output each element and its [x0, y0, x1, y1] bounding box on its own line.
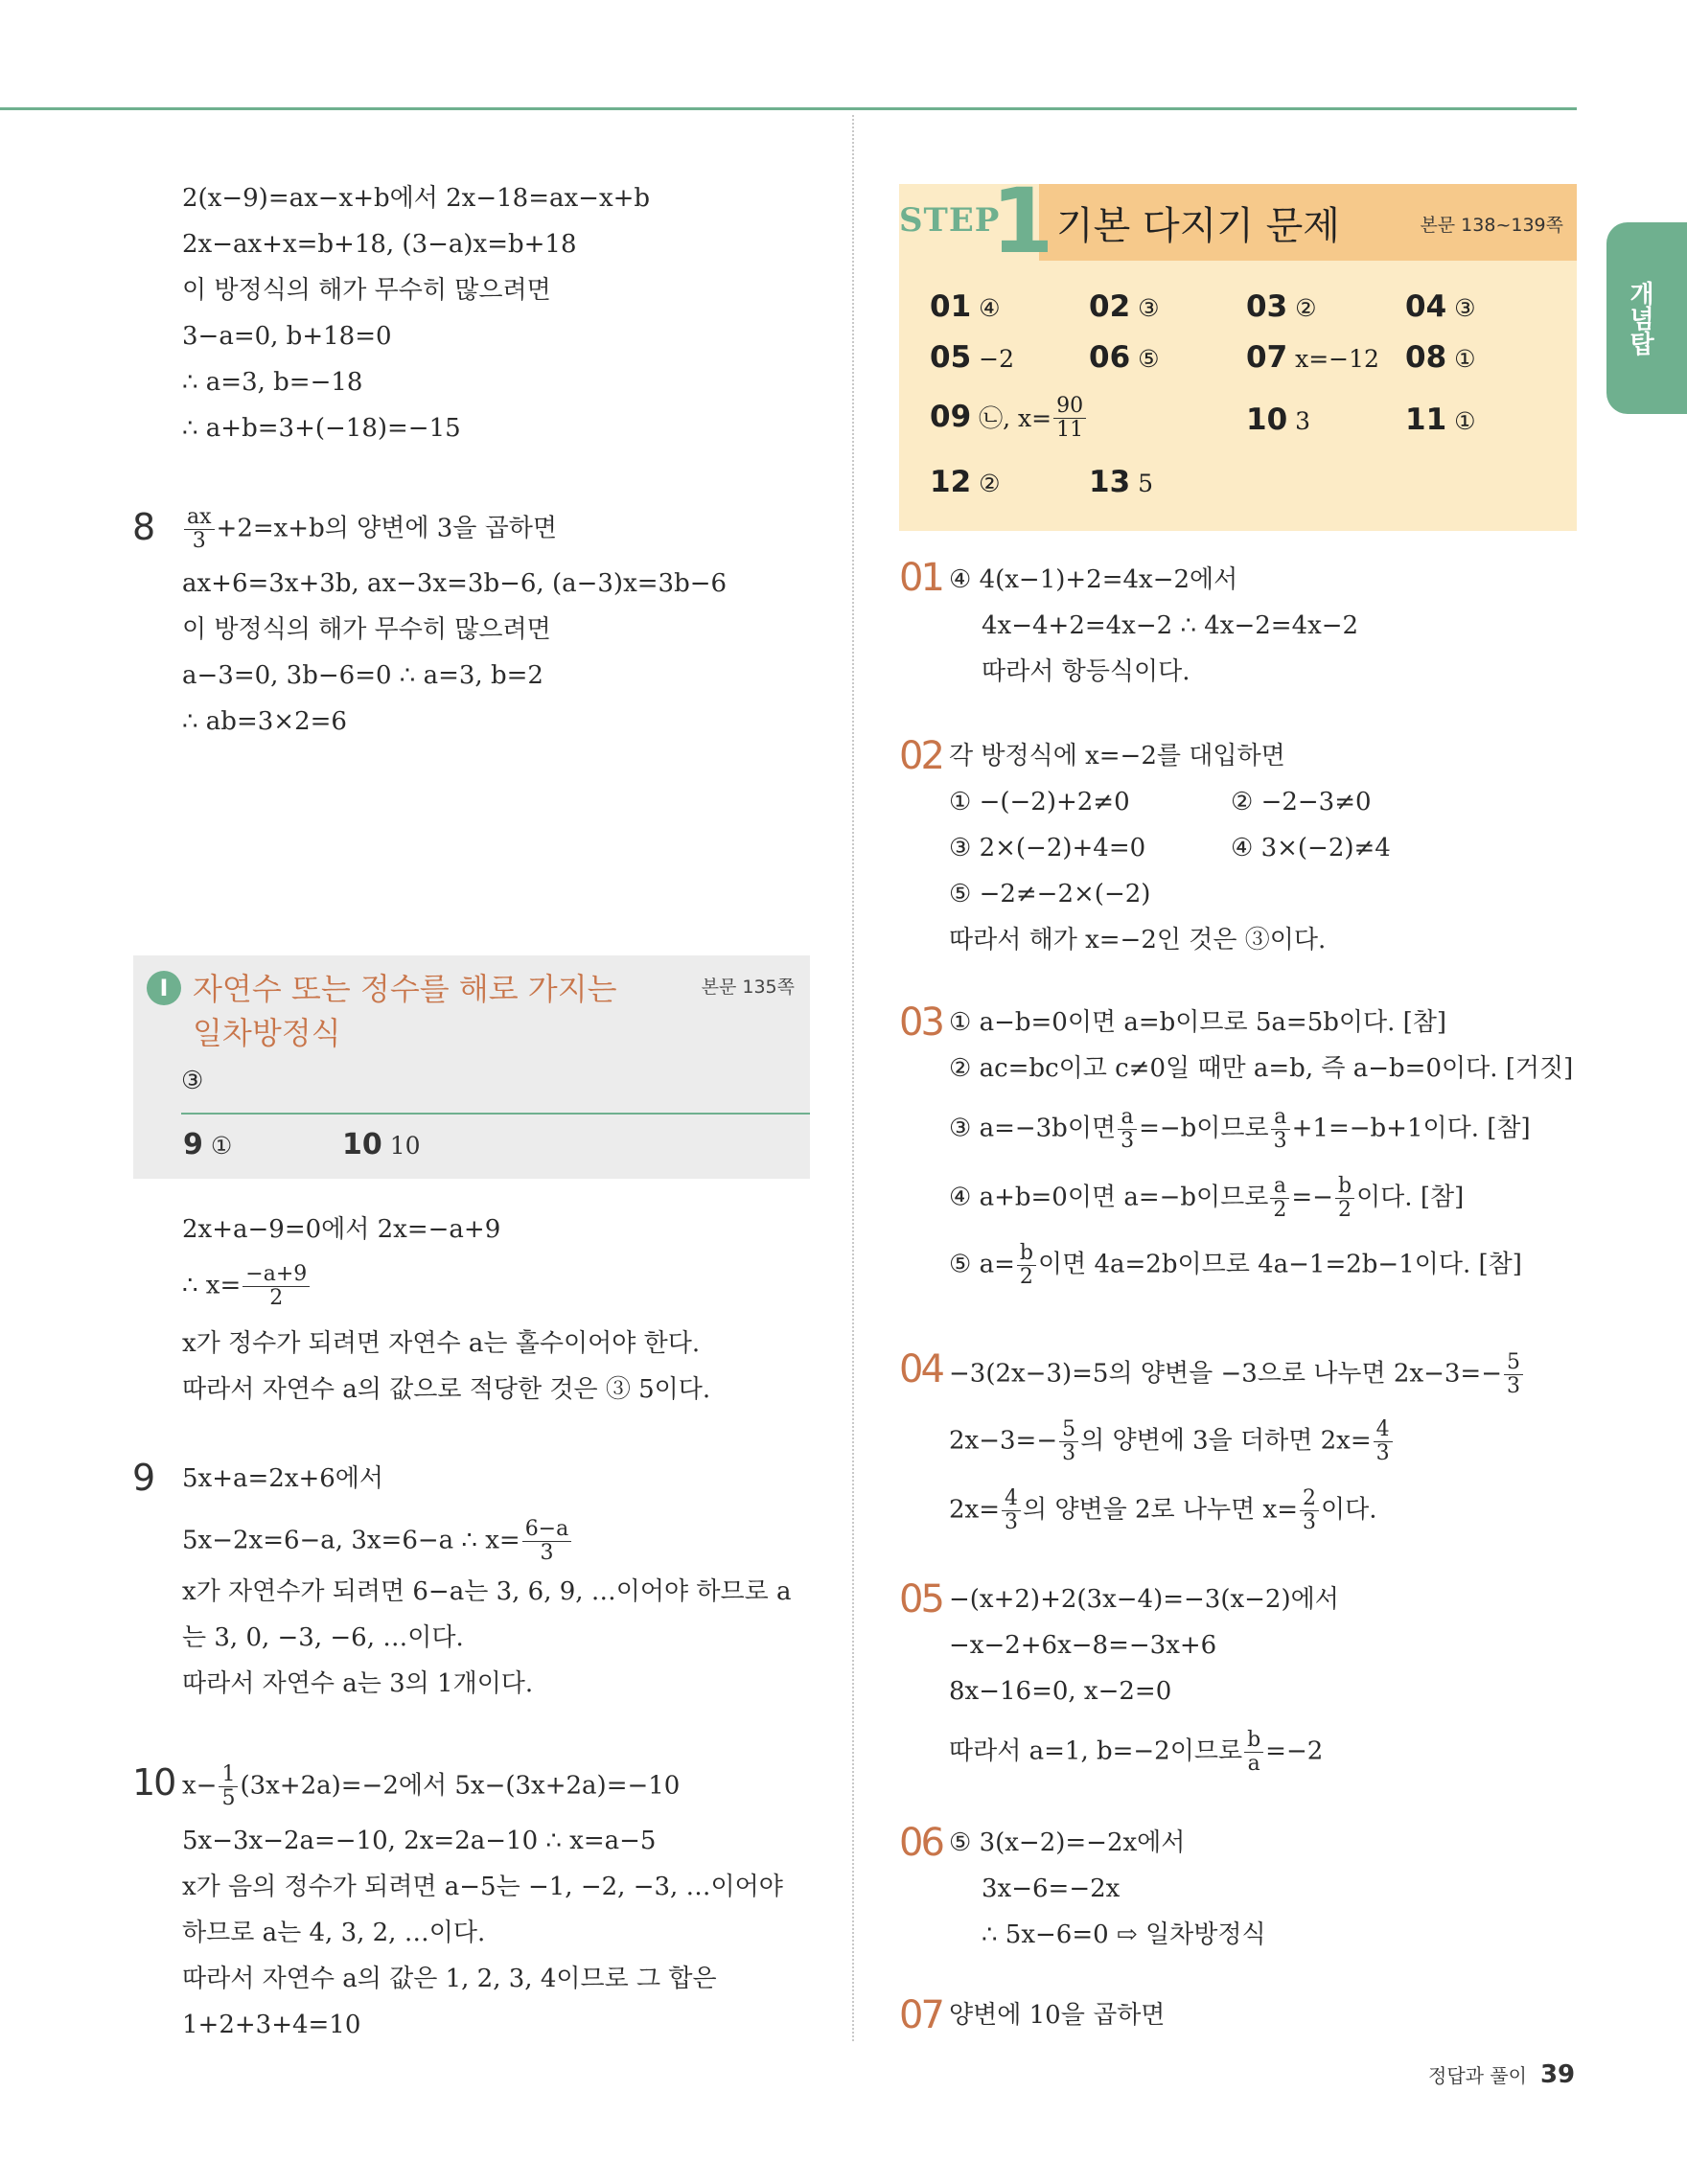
step-number: 1 — [991, 170, 1054, 274]
page-footer — [1428, 2060, 1575, 2089]
q10-line: x− $\frac{1}{5}$ (3x+2a)=−2에서 5x−(3x+2a)=−10 — [182, 1762, 681, 1810]
answer-item: 09 ㉡, x= $\frac{90}{11}$ — [930, 395, 1088, 442]
s06-line: ⑤ 3(x−2)=−2x에서 — [949, 1828, 1186, 1857]
answer-item: 08 ① — [1405, 340, 1476, 375]
q10-line: 1+2+3+4=10 — [182, 2011, 361, 2039]
concept-page-ref: 본문 135쪽 — [701, 977, 795, 998]
footer-label: 정답과 풀이 — [1428, 2064, 1527, 2087]
answer-item: 01 ④ — [930, 289, 1001, 324]
q10-line: 하므로 a는 4, 3, 2, …이다. — [182, 1919, 486, 1947]
q8-line: a−3=0, 3b−6=0 ∴ a=3, b=2 — [182, 661, 543, 690]
answer-item: 12 ② — [930, 465, 1001, 499]
q9-line: 는 3, 0, −3, −6, …이다. — [182, 1623, 464, 1652]
s02-choice: ② −2−3≠0 — [1231, 788, 1372, 816]
b7-line: ∴ a+b=3+(−18)=−15 — [182, 414, 461, 443]
s02-line: 따라서 해가 x=−2인 것은 ③이다. — [949, 926, 1327, 954]
s06-line: 3x−6=−2x — [982, 1874, 1121, 1903]
b7-line: 2x−ax+x=b+18, (3−a)x=b+18 — [182, 230, 577, 259]
q10-line: 5x−3x−2a=−10, 2x=2a−10 ∴ x=a−5 — [182, 1827, 657, 1855]
step-page-ref: 본문 138~139쪽 — [1420, 215, 1563, 236]
answer-item: 06 ⑤ — [1089, 340, 1160, 375]
solution-number: 03 — [899, 1000, 942, 1045]
answer-item: 11 ① — [1405, 402, 1476, 437]
solution-number: 02 — [899, 734, 942, 778]
q9-line: x가 자연수가 되려면 6−a는 3, 6, 9, …이어야 하므로 a — [182, 1577, 792, 1606]
b7-line: ∴ a=3, b=−18 — [182, 368, 363, 397]
question-number: 10 — [132, 1761, 175, 1804]
b7-line: 이 방정식의 해가 무수히 많으려면 — [182, 276, 551, 305]
answer-item: 10 3 — [1246, 402, 1311, 437]
question-number: 8 — [132, 506, 154, 548]
fraction: $\frac{ax}{3}$ — [184, 506, 215, 553]
column-divider — [852, 115, 854, 2041]
s01-line: 따라서 항등식이다. — [982, 657, 1190, 686]
answer-item: 07 x=−12 — [1246, 340, 1379, 375]
side-tab[interactable]: 개념탑 — [1606, 222, 1687, 414]
s05-line: 따라서 a=1, b=−2이므로 $\frac{b}{a}$ =−2 — [949, 1728, 1324, 1776]
concept-answer-10: 10 10 — [342, 1128, 421, 1161]
q9-line: 5x+a=2x+6에서 — [182, 1464, 384, 1493]
s01-line: 4x−4+2=4x−2 ∴ 4x−2=4x−2 — [982, 611, 1359, 640]
question-number: 9 — [132, 1457, 154, 1499]
s03-line: ① a−b=0이면 a=b이므로 5a=5b이다. [참] — [949, 1008, 1447, 1037]
s03-line: ③ a=−3b이면 $\frac{a}{3}$ =−b이므로 $\frac{a}{3}$ +1=−b+1이다. [참] — [949, 1105, 1531, 1153]
concept-title: 자연수 또는 정수를 해로 가지는 일차방정식 — [193, 971, 617, 1051]
s05-line: −x−2+6x−8=−3x+6 — [949, 1631, 1217, 1660]
step-title: 기본 다지기 문제 — [1056, 204, 1340, 248]
concept-answer: ③ — [181, 1067, 204, 1095]
s02-choice: ③ 2×(−2)+4=0 — [949, 834, 1146, 862]
s05-line: 8x−16=0, x−2=0 — [949, 1677, 1172, 1706]
step-label: STEP — [899, 201, 1001, 240]
answer-item: 03 ② — [1246, 289, 1317, 324]
s06-line: ∴ 5x−6=0 ⇨ 일차방정식 — [982, 1920, 1266, 1949]
answer-item: 13 5 — [1089, 465, 1154, 499]
page-number: 39 — [1539, 2060, 1576, 2089]
solution-number: 05 — [899, 1577, 942, 1621]
step-header — [899, 170, 1577, 274]
q8-line: ax+6=3x+3b, ax−3x=3b−6, (a−3)x=3b−6 — [182, 569, 728, 598]
s03-line: ② ac=bc이고 c≠0일 때만 a=b, 즉 a−b=0이다. [거짓] — [949, 1054, 1574, 1083]
s03-line: ④ a+b=0이면 a=−b이므로 $\frac{a}{2}$ =− $\frac{b}{2}$ 이다. [참] — [949, 1174, 1465, 1222]
q8-line: ∴ ab=3×2=6 — [182, 707, 347, 736]
q8-line1: $\frac{ax}{3}$ +2=x+b의 양변에 3을 곱하면 — [182, 506, 557, 553]
answer-item: 04 ③ — [1405, 289, 1476, 324]
q9-line: 5x−2x=6−a, 3x=6−a ∴ x= $\frac{6-a}{3}$ — [182, 1518, 573, 1565]
concept-sol-line: ∴ x= $\frac{-a+9}{2}$ — [182, 1263, 312, 1310]
answer-item: 05 −2 — [930, 340, 1014, 375]
s03-line: ⑤ a= $\frac{b}{2}$ 이면 4a=2b이므로 4a−1=2b−1이다. [참] — [949, 1241, 1522, 1289]
s02-choice: ① −(−2)+2≠0 — [949, 788, 1130, 816]
q10-line: x가 음의 정수가 되려면 a−5는 −1, −2, −3, …이어야 — [182, 1873, 783, 1901]
s07-line: 양변에 10을 곱하면 — [949, 2001, 1166, 2030]
solution-number: 04 — [899, 1347, 942, 1391]
solution-number: 01 — [899, 556, 942, 600]
solution-number: 06 — [899, 1821, 942, 1865]
s01-line: ④ 4(x−1)+2=4x−2에서 — [949, 565, 1238, 594]
concept-sol-line: 2x+a−9=0에서 2x=−a+9 — [182, 1215, 501, 1244]
s02-choice: ⑤ −2≠−2×(−2) — [949, 880, 1151, 908]
q10-line: 따라서 자연수 a의 값은 1, 2, 3, 4이므로 그 합은 — [182, 1965, 717, 1993]
q9-line: 따라서 자연수 a는 3의 1개이다. — [182, 1669, 534, 1698]
s04-line: 2x−3=− $\frac{5}{3}$ 의 양변에 3을 더하면 2x= $\frac{4}{3}$ — [949, 1418, 1395, 1465]
concept-rule — [181, 1113, 810, 1115]
s05-line: −(x+2)+2(3x−4)=−3(x−2)에서 — [949, 1585, 1339, 1614]
s02-line: 각 방정식에 x=−2를 대입하면 — [949, 742, 1285, 770]
solution-number: 07 — [899, 1993, 942, 2037]
concept-sol-line: x가 정수가 되려면 자연수 a는 홀수이어야 한다. — [182, 1329, 701, 1358]
concept-badge: I — [147, 971, 181, 1005]
answer-item: 02 ③ — [1089, 289, 1160, 324]
q8-line: 이 방정식의 해가 무수히 많으려면 — [182, 615, 551, 644]
s04-line: −3(2x−3)=5의 양변을 −3으로 나누면 2x−3=− $\frac{5}{3}$ — [949, 1351, 1525, 1398]
s04-line: 2x= $\frac{4}{3}$ 의 양변을 2로 나누면 x= $\frac{2}{3}$ 이다. — [949, 1486, 1377, 1534]
concept-answer-9: 9 ① — [183, 1128, 233, 1161]
concept-sol-line: 따라서 자연수 a의 값으로 적당한 것은 ③ 5이다. — [182, 1375, 711, 1404]
top-rule — [0, 107, 1577, 110]
concept-box — [133, 955, 810, 1179]
b7-line: 3−a=0, b+18=0 — [182, 322, 392, 351]
s02-choice: ④ 3×(−2)≠4 — [1231, 834, 1391, 862]
b7-line: 2(x−9)=ax−x+b에서 2x−18=ax−x+b — [182, 184, 651, 213]
